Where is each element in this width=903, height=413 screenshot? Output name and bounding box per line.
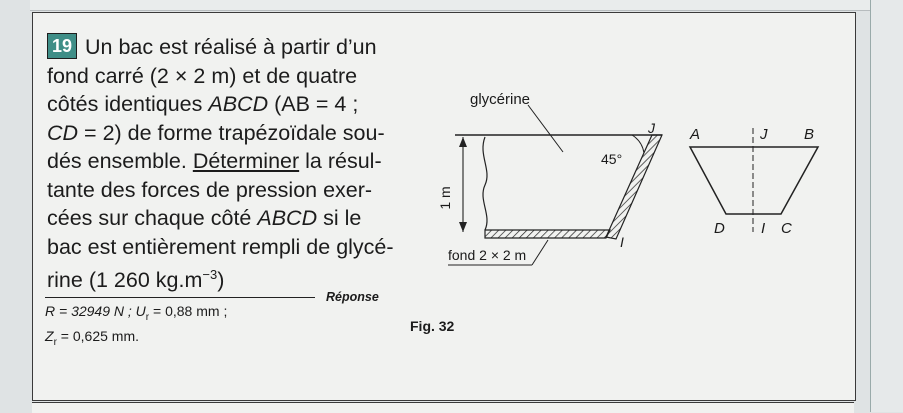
trapezoid-abcd — [689, 126, 818, 237]
point-i: I — [761, 220, 766, 237]
ab-equation: (AB = 4 ; — [268, 92, 359, 116]
angle-label: 45° — [601, 151, 623, 167]
section-cut-line — [483, 137, 487, 230]
angle-arc — [632, 135, 644, 153]
dim-arrow-bottom — [459, 222, 467, 232]
glycerine-label: glycérine — [470, 91, 531, 108]
answer-block: R = 32949 N ; $U_r = 0,88$ mm ; $Z_r = 0,625$ mm. — [45, 303, 228, 348]
tank-side-view — [437, 91, 662, 265]
dim-arrow-top — [459, 137, 467, 147]
label-leader — [528, 105, 563, 152]
reponse-label: Réponse — [326, 290, 379, 304]
point-a: A — [690, 126, 701, 143]
cd-equation: = 2) de forme trapézoïdale sou- — [78, 120, 385, 145]
statement-line-2: fond carré (2 × 2 m) et de quatre — [47, 63, 358, 88]
abcd-label: ABCD — [208, 92, 269, 116]
exercise-number-badge: 19 — [47, 33, 77, 59]
determiner-keyword: Déterminer — [192, 149, 300, 173]
height-label: 1 m — [437, 186, 453, 210]
statement-line-1: Un bac est réalisé à partir d’un — [85, 35, 377, 59]
figure-caption: Fig. 32 — [410, 318, 455, 334]
tank-bottom — [485, 230, 610, 238]
density-text: rine (1 260 kg.m — [47, 268, 203, 293]
point-d: D — [714, 220, 725, 237]
side-point-i: I — [620, 234, 624, 250]
point-b: B — [804, 126, 815, 143]
base-label: fond 2 × 2 m — [448, 247, 527, 263]
trapezoid-outline — [690, 147, 818, 214]
base-label-leader — [532, 240, 548, 265]
point-j: J — [760, 126, 768, 143]
point-c: C — [781, 220, 792, 237]
statement-line-6: tante des forces de pression exer- — [47, 177, 373, 202]
statement-line-8: bac est entièrement rempli de glycé- — [47, 234, 394, 259]
side-point-j: J — [648, 120, 655, 136]
problem-statement: Un bac est réalisé à partir d’un fond carré (2 × 2 m) et de quatre côtés identiques ABCD (AB = 4 ; CD = 2) de forme trapézoïdale sou- dés ensemble. Déterminer la résul- tante des forces de pression exer- cées sur chaque côté ABCD si le bac est entièrement rempli de glycé- rine (1 260 $kg.m^{-3}$) — [47, 33, 405, 295]
answer-r: R = 32949 N ; — [45, 303, 136, 319]
